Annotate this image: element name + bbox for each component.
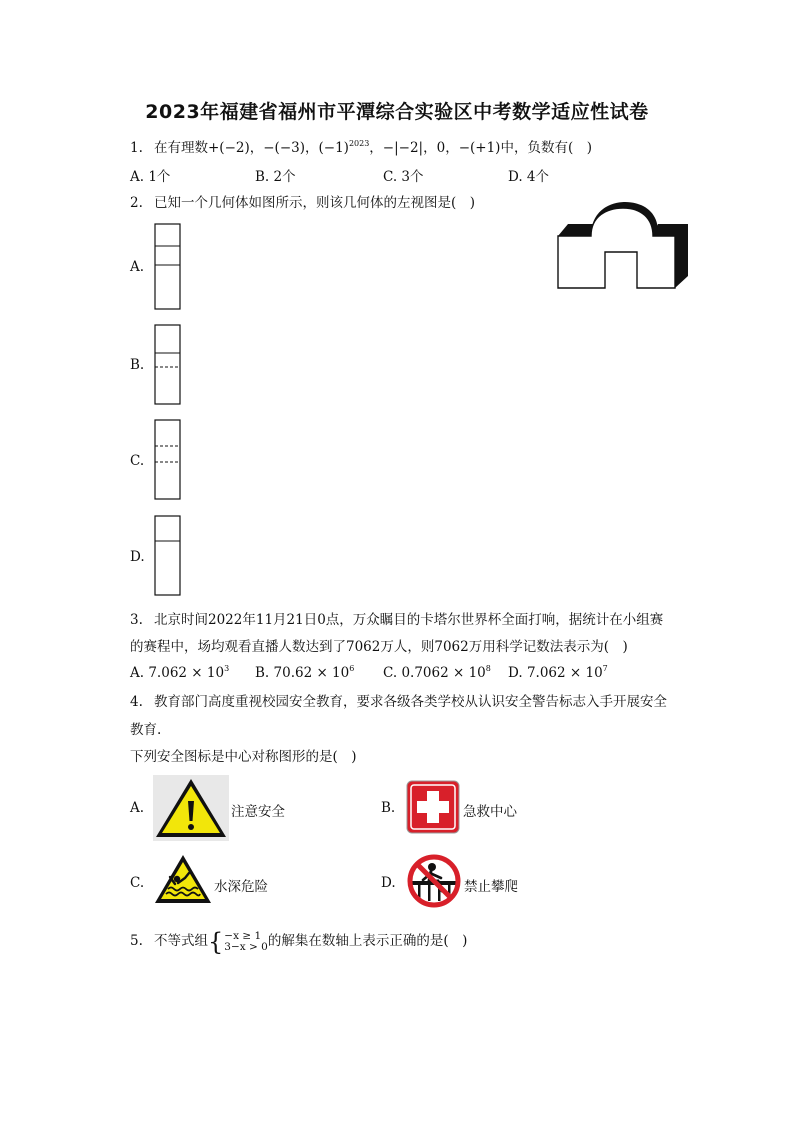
- question-text: 的解集在数轴上表示正确的是( ): [267, 933, 468, 949]
- option-b: B. 2个: [255, 169, 296, 185]
- question-text: 不等式组: [154, 933, 208, 949]
- question-text: 在有理数+(−2)，−(−3)，(−1): [154, 140, 349, 156]
- option-b: B. $70.62 \times 10^6$: [255, 664, 355, 681]
- view-option-b: [154, 324, 182, 406]
- sign-text: 注意安全: [231, 804, 285, 820]
- option-b-label: B.: [130, 357, 145, 373]
- no-climbing-icon: [406, 853, 462, 909]
- question-5: [130, 928, 467, 954]
- option-c: C. 3个: [383, 169, 424, 185]
- question-text: 北京时间2022年11月21日0点，万众瞩目的卡塔尔世界杯全面打响，据统计在小组赛: [154, 612, 664, 628]
- option-c-label: C.: [130, 453, 145, 469]
- option-d-label: D.: [130, 549, 145, 565]
- inequality-system: −x ≥ 1 3−x > 0: [224, 929, 268, 953]
- option-a-label: A.: [130, 259, 145, 275]
- option-c-label: C.: [130, 875, 145, 891]
- option-a-label: A.: [130, 800, 145, 816]
- question-text: 教育部门高度重视校园安全教育，要求各级各类学校从认识安全警告标志入手开展安全: [154, 694, 667, 710]
- view-option-d: [154, 515, 182, 597]
- exponent: 2023: [348, 139, 370, 148]
- question-4-line-1: [130, 692, 667, 712]
- view-option-c: [154, 419, 182, 501]
- question-number: 2.: [130, 195, 143, 211]
- question-4-line-3: 下列安全图标是中心对称图形的是( ): [130, 749, 357, 765]
- sign-text: 急救中心: [463, 804, 517, 820]
- option-d: D. $7.062 \times 10^7$: [508, 664, 608, 681]
- option-b-label: B.: [381, 800, 396, 816]
- option-a: A. $7.062 \times 10^3$: [130, 664, 230, 681]
- option-c: C. $0.7062 \times 10^8$: [383, 664, 491, 681]
- question-1: [130, 138, 592, 158]
- sign-text: 禁止攀爬: [464, 879, 518, 895]
- first-aid-cross-icon: [406, 780, 460, 834]
- option-a: A. 1个: [130, 169, 171, 185]
- page-title: 2023年福建省福州市平潭综合实验区中考数学适应性试卷: [145, 101, 649, 123]
- option-d-label: D.: [381, 875, 396, 891]
- question-number: 4.: [130, 694, 143, 710]
- question-text: ，−|−2|，0，−(+1)中，负数有( ): [369, 140, 592, 156]
- question-number: 3.: [130, 612, 143, 628]
- question-2: [130, 193, 475, 213]
- question-number: 1.: [130, 140, 143, 156]
- question-number: 5.: [130, 933, 143, 949]
- front-face: [558, 208, 675, 288]
- question-text: 已知一个几何体如图所示，则该几何体的左视图是( ): [154, 195, 476, 211]
- sign-text: 水深危险: [214, 879, 268, 895]
- question-3-line-2: 的赛程中，场均观看直播人数达到了7062万人，则7062万用科学记数法表示为( ): [130, 639, 628, 655]
- view-option-a: [154, 223, 182, 311]
- question-4-line-2: 教育.: [130, 722, 162, 738]
- system-brace: {: [208, 927, 224, 956]
- warning-triangle-icon: [153, 775, 229, 841]
- question-3-line-1: [130, 610, 663, 630]
- option-d: D. 4个: [508, 169, 550, 185]
- solid-figure: [555, 200, 695, 292]
- deep-water-warning-icon: [154, 853, 212, 905]
